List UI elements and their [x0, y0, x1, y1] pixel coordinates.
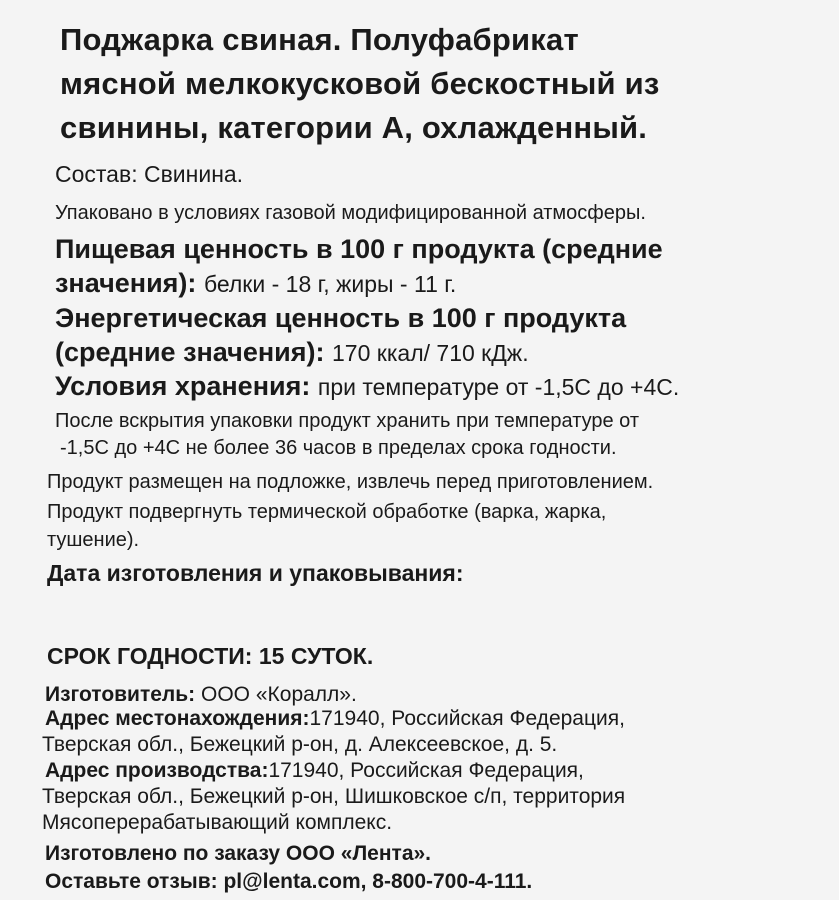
nutrition-heading-line-1 — [55, 236, 663, 263]
nutrition-heading: Пищевая ценность в 100 г продукта (средние — [55, 234, 663, 264]
nutrition-value: белки - 18 г, жиры - 11 г. — [203, 271, 457, 297]
energy-heading: Энергетическая ценность в 100 г продукта — [55, 303, 627, 333]
composition: Состав: Свинина. — [55, 161, 244, 187]
location-value-1: 171940, Российская Федерация, — [309, 707, 625, 730]
packaging-note: Упаковано в условиях газовой модифицированной атмосферы. — [55, 202, 646, 224]
energy-line-2 — [55, 339, 529, 366]
production-address-line-2: Тверская обл., Бежецкий р-он, Шишковское с/п, территория — [42, 785, 626, 808]
production-date-label: Дата изготовления и упаковывания: — [47, 560, 464, 586]
manufacturer-line — [45, 684, 357, 705]
product-title-line-3: свинины, категории А, охлажденный. — [60, 110, 648, 145]
shelf-life: СРОК ГОДНОСТИ: 15 СУТОК. — [47, 643, 374, 669]
storage-heading: Условия хранения: — [55, 371, 311, 401]
heat-treatment-line-2: тушение). — [47, 529, 140, 551]
production-address-line-3: Мясоперерабатывающий комплекс. — [42, 811, 393, 834]
location-line-2: Тверская обл., Бежецкий р-он, д. Алексеевское, д. 5. — [42, 733, 558, 756]
made-for-note: Изготовлено по заказу ООО «Лента». — [45, 842, 432, 865]
storage-line — [55, 373, 679, 400]
production-address-value-1: 171940, Российская Федерация, — [268, 759, 584, 782]
production-address-label: Адрес производства: — [45, 759, 269, 782]
substrate-note: Продукт размещен на подложке, извлечь перед приготовлением. — [47, 471, 654, 493]
product-title-line-2: мясной мелкокусковой бескостный из — [60, 66, 660, 101]
nutrition-line-2 — [55, 270, 456, 297]
feedback-contacts: pl@lenta.com, 8-800-700-4-111. — [223, 870, 533, 893]
production-address-line-1 — [45, 760, 584, 781]
feedback-label: Оставьте отзыв: — [45, 870, 218, 893]
manufacturer-label: Изготовитель: — [45, 683, 196, 706]
nutrition-heading-end: значения): — [55, 268, 197, 298]
after-opening-line-1: После вскрытия упаковки продукт хранить при температуре от — [55, 410, 640, 432]
product-title-line-1: Поджарка свиная. Полуфабрикат — [60, 22, 579, 57]
location-label: Адрес местонахождения: — [45, 707, 310, 730]
heat-treatment-line-1: Продукт подвергнуть термической обработке (варка, жарка, — [47, 501, 607, 523]
location-line-1 — [45, 708, 625, 729]
after-opening-line-2: -1,5С до +4С не более 36 часов в пределах срока годности. — [60, 437, 617, 459]
energy-heading-end: (средние значения): — [55, 337, 325, 367]
energy-heading-line-1 — [55, 305, 626, 332]
feedback-line — [45, 871, 532, 892]
manufacturer-value: ООО «Коралл». — [201, 683, 357, 706]
energy-value: 170 ккал/ 710 кДж. — [332, 340, 529, 366]
storage-value: при температуре от -1,5С до +4С. — [317, 374, 680, 400]
